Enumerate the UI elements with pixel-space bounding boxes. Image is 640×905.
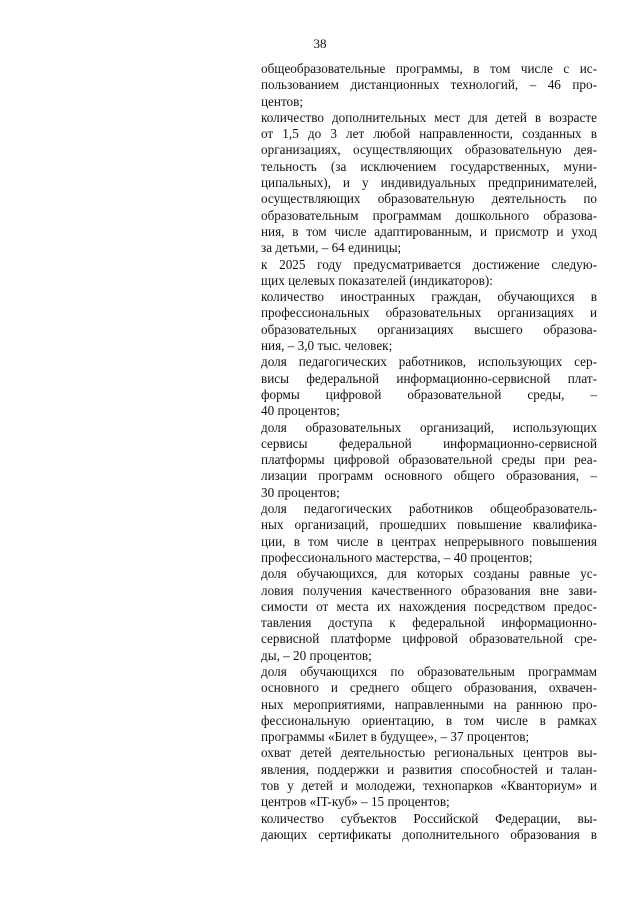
text-line: от 1,5 до 3 лет любой направленности, созданных в (261, 126, 597, 142)
text-line: охват детей деятельностью региональных центров вы- (261, 745, 597, 761)
text-line: доля обучающихся, для которых созданы равные ус- (261, 566, 597, 582)
text-line: доля педагогических работников общеобразователь- (261, 501, 597, 517)
paragraph (261, 289, 597, 354)
text-line: доля обучающихся по образовательным программам (261, 663, 597, 679)
paragraph (261, 501, 597, 566)
text-line: сервисы федеральной информационно-сервисной (261, 435, 597, 451)
text-line: ловия получения качественного образования вне зави- (261, 582, 597, 598)
text-line: к 2025 году предусматривается достижение следую- (261, 256, 597, 272)
text-line: симости от места их нахождения посредством предос- (261, 598, 597, 614)
text-line: ных мероприятиями, направленными на раннюю про- (261, 696, 597, 712)
text-line: образовательных организациях высшего образова- (261, 321, 597, 337)
text-line: ния, в том числе адаптированным, и присмотр и уход (261, 223, 597, 239)
text-line: доля образовательных организаций, использующих (261, 419, 597, 435)
paragraph (261, 420, 597, 501)
text-line: дающих сертификаты дополнительного образования в (261, 826, 597, 842)
text-line: ды, – 20 процентов; (261, 647, 372, 663)
text-line: ных организаций, прошедших повышение квалифика- (261, 517, 597, 533)
text-line: тавления доступа к федеральной информационно- (261, 615, 597, 631)
text-line: количество субъектов Российской Федерации, вы- (261, 810, 597, 826)
text-line: общеобразовательные программы, в том числе с ис- (261, 61, 597, 76)
text-line: количество дополнительных мест для детей в возрасте (261, 109, 597, 125)
text-line: сервисной платформе цифровой образовательной сре- (261, 631, 597, 647)
text-line: платформы цифровой образовательной среды при реа- (261, 452, 597, 468)
text-line: ципальных), и у индивидуальных предпринимателей, (261, 175, 597, 191)
text-line: ции, в том числе в центрах непрерывного повышения (261, 533, 597, 549)
text-line: количество иностранных граждан, обучающихся в (261, 289, 597, 305)
text-line: образовательным программам дошкольного образова- (261, 207, 597, 223)
text-line: профессионального мастерства, – 40 процентов; (261, 549, 533, 565)
paragraph (261, 566, 597, 664)
text-line: висы федеральной информационно-сервисной плат- (261, 370, 597, 386)
text-line: профессиональных образовательных организациях и (261, 305, 597, 321)
paragraph (261, 745, 597, 810)
text-line: 30 процентов; (261, 484, 340, 500)
text-line: щих целевых показателей (индикаторов): (261, 272, 493, 288)
paragraph (261, 354, 597, 419)
text-line: доля педагогических работников, использующих сер- (261, 354, 597, 370)
text-line: формы цифровой образовательной среды, – (261, 386, 597, 402)
text-line: программы «Билет в будущее», – 37 процентов; (261, 729, 530, 745)
text-line: тельность (за исключением государственных, муни- (261, 158, 597, 174)
text-line: центов; (261, 93, 304, 109)
paragraph (261, 61, 597, 110)
paragraph (261, 257, 597, 290)
document-body (261, 61, 597, 843)
text-line: явления, поддержки и развития способностей и талан- (261, 761, 597, 777)
text-line: организациях, осуществляющих образовательную дея- (261, 142, 597, 158)
paragraph (261, 664, 597, 745)
text-line: пользованием дистанционных технологий, – 46 про- (261, 77, 597, 93)
text-line: центров «IT-куб» – 15 процентов; (261, 794, 450, 810)
text-line: осуществляющих образовательную деятельность по (261, 191, 597, 207)
paragraph (261, 110, 597, 257)
text-line: 40 процентов; (261, 403, 340, 419)
page-number: 38 (313, 36, 327, 51)
paragraph (261, 811, 597, 844)
text-line: тов у детей и молодежи, технопарков «Кванториум» и (261, 778, 597, 794)
text-line: основного и среднего общего образования, охвачен- (261, 680, 597, 696)
text-line: фессиональную ориентацию, в том числе в рамках (261, 712, 597, 728)
text-line: ния, – 3,0 тыс. человек; (261, 338, 393, 354)
text-line: лизации программ основного общего образования, – (261, 468, 597, 484)
text-line: за детьми, – 64 единицы; (261, 240, 402, 256)
